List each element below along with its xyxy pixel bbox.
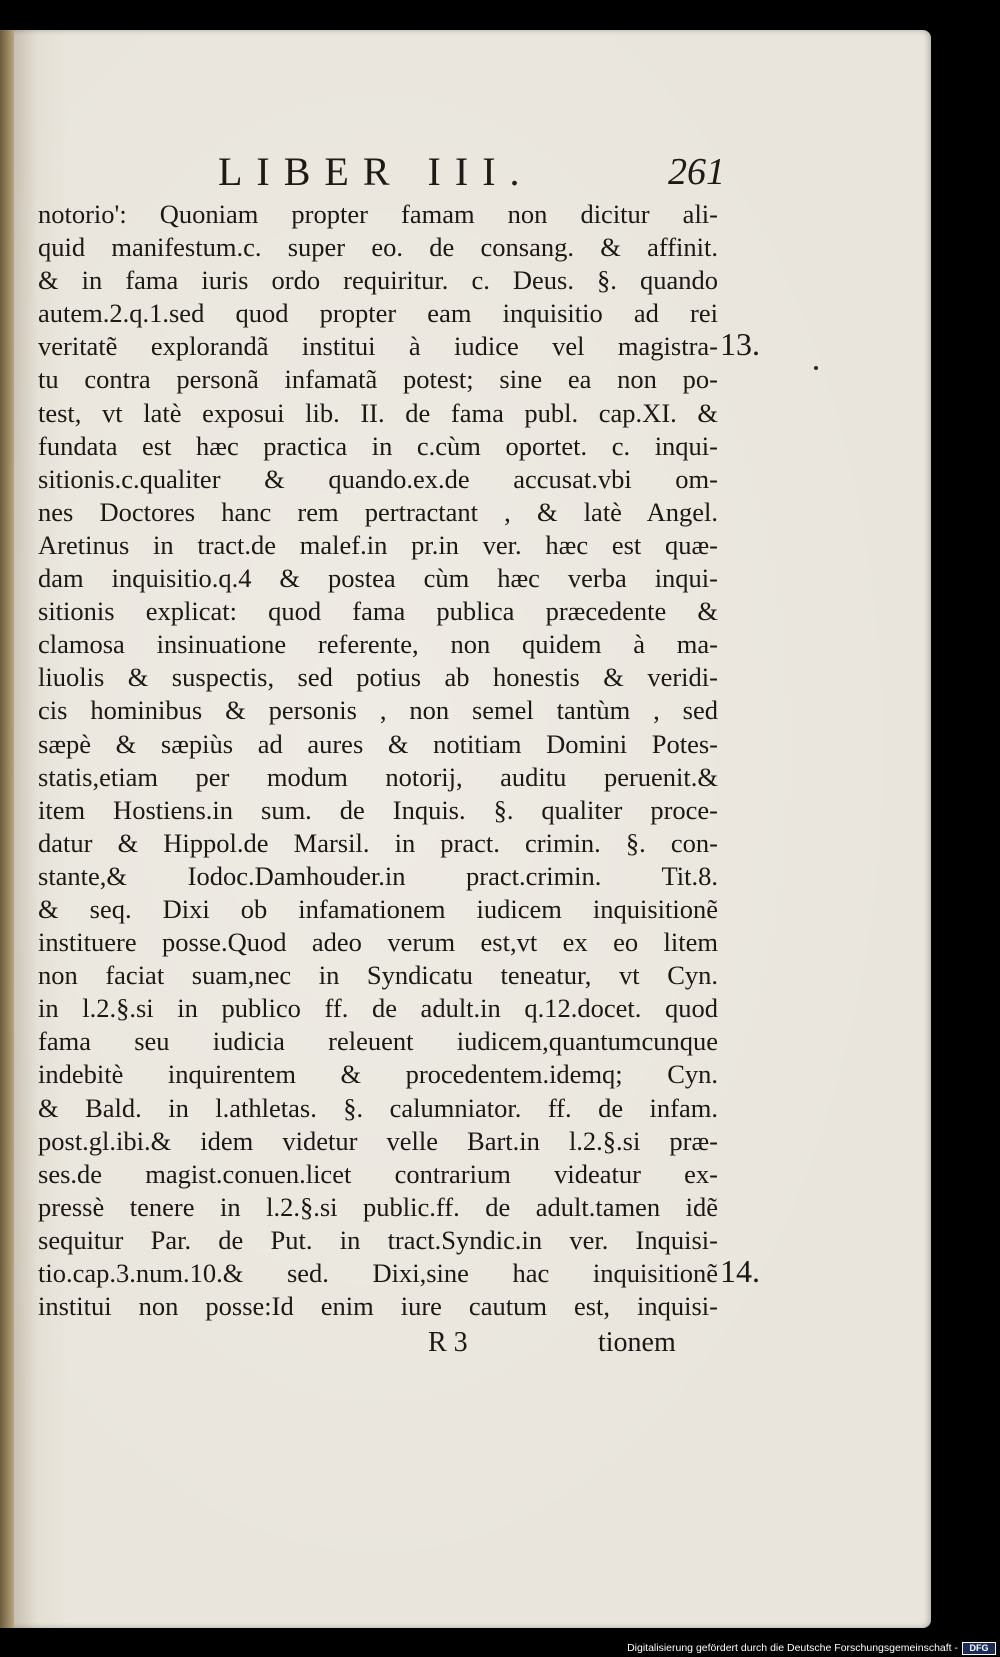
text-line: sequitur Par. de Put. in tract.Syndic.in ver. Inquisi- [38, 1224, 718, 1255]
text-line: fundata est hæc practica in c.cùm oportet. c. inqui- [38, 430, 718, 461]
text-line: tio.cap.3.num.10.& sed. Dixi,sine hac inquisitionẽ [38, 1258, 718, 1288]
page-header [8, 118, 931, 194]
text-line: quid manifestum.c. super eo. de consang. & affinit. [38, 232, 718, 263]
marginal-number: 14. [720, 1253, 760, 1290]
text-line: indebitè inquirentem & procedentem.idemq; Cyn. [38, 1059, 718, 1090]
text-line: veritatẽ explorandã institui à iudice vel magistra- [38, 331, 718, 362]
text-line: Aretinus in tract.de malef.in pr.in ver. hæc est quæ- [38, 529, 718, 560]
text-line: pressè tenere in l.2.§.si public.ff. de adult.tamen idẽ [38, 1191, 718, 1222]
text-line: non faciat suam,nec in Syndicatu teneatur, vt Cyn. [38, 960, 718, 991]
book-page [8, 30, 931, 1628]
text-line: & seq. Dixi ob infamationem iudicem inquisitionẽ [38, 893, 718, 924]
text-line: tu contra personã infamatã potest; sine ea non po- [38, 364, 718, 395]
text-line: item Hostiens.in sum. de Inquis. §. qualiter proce- [38, 794, 718, 825]
text-line: & in fama iuris ordo requiritur. c. Deus. §. quando [38, 265, 718, 296]
ink-speck [814, 366, 818, 370]
marginal-number: 13. [720, 326, 760, 363]
catchline [8, 1327, 931, 1367]
text-line: notorio': Quoniam propter famam non dicitur ali- [38, 199, 718, 229]
text-line: & Bald. in l.athletas. §. calumniator. ff. de infam. [38, 1092, 718, 1123]
text-line: sitionis.c.qualiter & quando.ex.de accusat.vbi om- [38, 463, 718, 494]
text-line: ses.de magist.conuen.licet contrarium videatur ex- [38, 1158, 718, 1189]
footer-bar [0, 1640, 1000, 1657]
text-line: post.gl.ibi.& idem videtur velle Bart.in l.2.§.si præ- [38, 1125, 718, 1156]
text-line: stante,& Iodoc.Damhouder.in pract.crimin. Tit.8. [38, 860, 718, 891]
text-line: instituere posse.Quod adeo verum est,vt ex eo litem [38, 927, 718, 958]
text-line: nes Doctores hanc rem pertractant , & latè Angel. [38, 496, 718, 527]
page-number: 261 [668, 151, 725, 193]
text-line: institui non posse:Id enim iure cautum est, inquisi- [38, 1291, 718, 1322]
text-line: test, vt latè exposui lib. II. de fama publ. cap.XI. & [38, 397, 718, 428]
text-line: fama seu iudicia releuent iudicem,quantumcunque [38, 1026, 718, 1057]
text-line: statis,etiam per modum notorij, auditu peruenit.& [38, 761, 718, 792]
text-line: clamosa insinuatione referente, non quidem à ma- [38, 629, 718, 660]
text-line: in l.2.§.si in publico ff. de adult.in q.12.docet. quod [38, 993, 718, 1024]
text-line: liuolis & suspectis, sed potius ab honestis & veridi- [38, 662, 718, 693]
text-line: autem.2.q.1.sed quod propter eam inquisitio ad rei [38, 298, 718, 329]
catchword: tionem [598, 1327, 676, 1358]
signature-mark: R 3 [428, 1327, 468, 1358]
body-text [38, 198, 718, 1323]
text-line: datur & Hippol.de Marsil. in pract. crimin. §. con- [38, 827, 718, 858]
text-line: dam inquisitio.q.4 & postea cùm hæc verba inqui- [38, 563, 718, 594]
funding-credit: Digitalisierung gefördert durch die Deutsche Forschungsgemeinschaft - [627, 1642, 958, 1654]
text-line: sitionis explicat: quod fama publica præcedente & [38, 596, 718, 627]
dfg-logo-icon: DFG [962, 1642, 996, 1655]
text-line: cis hominibus & personis , non semel tantùm , sed [38, 695, 718, 726]
binding-gutter [0, 30, 14, 1628]
running-head: LIBER III. [218, 149, 534, 194]
text-line: sæpè & sæpiùs ad aures & notitiam Domini Potes- [38, 728, 718, 759]
